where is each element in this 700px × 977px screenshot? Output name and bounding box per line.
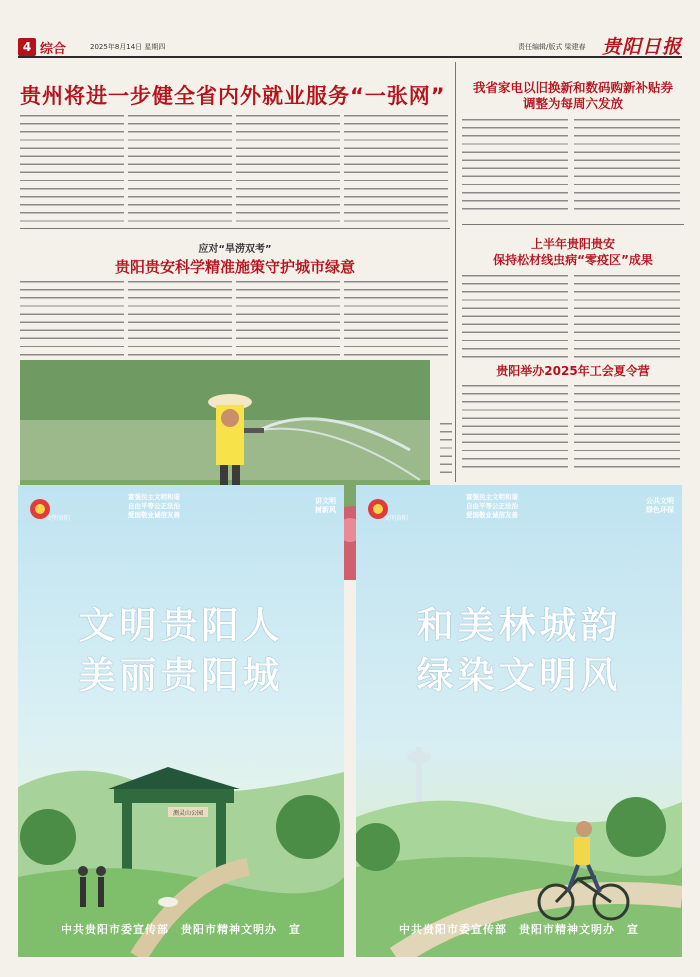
right-top-text-col-2 [574,116,680,212]
middle-text-col-4 [344,278,448,358]
park-gate-sign: 测灵山公园 [172,810,204,817]
right-top-text-col-1 [462,116,568,212]
middle-headline: 贵阳贵安科学精准施策守护城市绿意 [114,258,355,276]
core-values-block [466,493,518,520]
page-number: 4 [18,38,36,56]
right-top-headline-line2: 调整为每周六发放 [522,96,623,111]
issue-date: 2025年8月14日 星期四 [90,43,166,51]
rule-vertical [455,62,456,482]
middle-text-tail [440,420,452,476]
poster-credit: 中共贵阳市委宣传部 贵阳市精神文明办 宣 [61,923,301,936]
civilization-logo [28,497,90,527]
rule-horizontal [20,228,450,229]
core-values-line: 富强民主文明和谐 [466,493,518,501]
lead-text-col-4 [344,112,448,222]
middle-kicker: 应对“旱涝双考” [198,244,272,255]
poster-tag-line: 树新风 [315,506,336,514]
lead-text-col-3 [236,112,340,222]
poster-slogan-line2: 绿染文明风 [416,654,622,697]
lead-text-col-2 [128,112,232,222]
right-top-headline-line1: 我省家电以旧换新和数码购新补贴券 [472,80,673,95]
right-mid-headline-line1: 上半年贵阳贵安 [530,237,615,251]
poster-slogan-line1: 和美林城韵 [416,604,622,647]
right-bottom-headline: 贵阳举办2025年工会夏令营 [496,364,650,378]
editor-credit: 责任编辑/版式 梁建春 [518,43,586,51]
poster-slogan-line2: 美丽贵阳城 [78,654,284,697]
lead-text-col-1 [20,112,124,222]
section-name: 综合 [40,42,67,57]
right-bottom-text-col-1 [462,382,568,474]
core-values-block [128,493,180,520]
right-mid-text-col-1 [462,272,568,358]
right-bottom-text-col-2 [574,382,680,474]
rule-right-1 [462,224,684,225]
core-values-line: 自由平等公正法治 [128,502,180,510]
middle-text-col-2 [128,278,232,358]
poster-tag [646,497,674,515]
middle-text-col-1 [20,278,124,358]
poster-credit: 中共贵阳市委宣传部 贵阳市精神文明办 宣 [399,923,639,936]
core-values-line: 自由平等公正法治 [466,502,518,510]
poster-tag-line: 讲文明 [315,497,336,505]
core-values-line: 爱国敬业诚信友善 [128,511,180,519]
poster-tag [315,497,336,515]
right-mid-headline [462,236,684,268]
right-top-headline [462,80,684,112]
right-mid-text-col-2 [574,272,680,358]
poster-civilized-guiyang [18,485,344,957]
core-values-line: 爱国敬业诚信友善 [466,511,518,519]
masthead-logo: 贵阳日报 [601,36,682,58]
lead-headline: 贵州将进一步健全省内外就业服务“一张网” [20,84,446,108]
poster-tag-line: 绿色环保 [646,506,674,514]
logo-text: 文明贵阳 [46,515,71,522]
civilization-logo [366,497,428,527]
logo-text: 文明贵阳 [384,515,409,522]
middle-text-col-3 [236,278,340,358]
poster-tag-line: 公共文明 [646,497,674,505]
page-header [18,36,682,58]
poster-forest-city [356,485,682,957]
poster-slogan-line1: 文明贵阳人 [78,604,284,647]
right-mid-headline-line2: 保持松材线虫病“零疫区”成果 [493,253,653,267]
core-values-line: 富强民主文明和谐 [128,493,180,501]
